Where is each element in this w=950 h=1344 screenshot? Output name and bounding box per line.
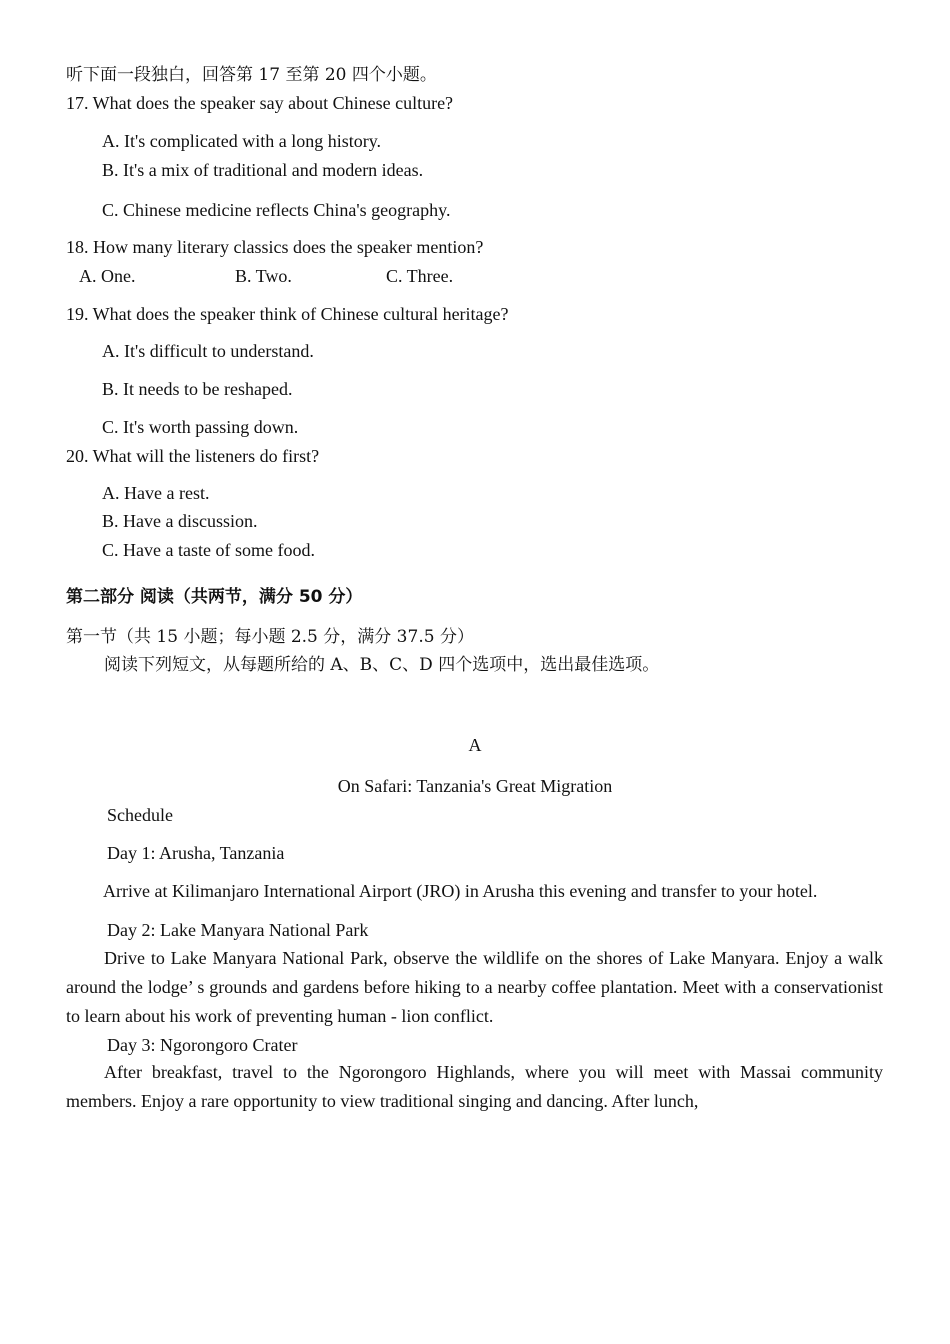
day2-text: Drive to Lake Manyara National Park, observe the wildlife on the shores of Lake Manyara. Enjoy a walk around the lodge’ s grounds and gardens before hiking to a nearby coffee plantation. Meet with a conservationist to learn about his work of preventing human - lion conflict. <box>66 948 883 1026</box>
question-17: 17. What does the speaker say about Chinese culture? <box>66 93 454 113</box>
q17-option-b: B. It's a mix of traditional and modern ideas. <box>102 160 424 180</box>
listening-instruction: 听下面一段独白，回答第 17 至第 20 四个小题。 <box>66 65 437 85</box>
question-20: 20. What will the listeners do first? <box>66 446 320 466</box>
day3-heading: Day 3: Ngorongoro Crater <box>107 1035 298 1055</box>
day2-heading: Day 2: Lake Manyara National Park <box>107 920 369 940</box>
question-18: 18. How many literary classics does the speaker mention? <box>66 237 484 257</box>
q20-option-b: B. Have a discussion. <box>102 511 258 531</box>
reading-part-title: 第二部分 阅读（共两节，满分 50 分） <box>66 587 363 607</box>
q19-option-b: B. It needs to be reshaped. <box>102 379 293 399</box>
q18-option-a: A. One. <box>79 266 136 286</box>
q17-option-c: C. Chinese medicine reflects China's geography. <box>102 200 451 220</box>
reading-instruction: 阅读下列短文，从每题所给的 A、B、C、D 四个选项中，选出最佳选项。 <box>104 655 660 675</box>
q20-option-a: A. Have a rest. <box>102 483 210 503</box>
q20-option-c: C. Have a taste of some food. <box>102 540 315 560</box>
day1-heading: Day 1: Arusha, Tanzania <box>107 843 285 863</box>
q17-option-a: A. It's complicated with a long history. <box>102 131 382 151</box>
q19-option-c: C. It's worth passing down. <box>102 417 299 437</box>
q19-option-a: A. It's difficult to understand. <box>102 341 314 361</box>
reading-section-title: 第一节（共 15 小题；每小题 2.5 分，满分 37.5 分） <box>66 627 474 647</box>
passage-letter: A <box>468 735 482 755</box>
q18-option-b: B. Two. <box>235 266 292 286</box>
schedule-heading: Schedule <box>107 805 173 825</box>
day1-text: Arrive at Kilimanjaro International Airport (JRO) in Arusha this evening and transfer to your hotel. <box>103 881 818 901</box>
day3-text: After breakfast, travel to the Ngorongoro Highlands, where you will meet with Massai community members. Enjoy a rare opportunity to view traditional singing and dancing. After lunch, <box>66 1062 883 1111</box>
q18-option-c: C. Three. <box>386 266 454 286</box>
passage-title: On Safari: Tanzania's Great Migration <box>337 776 613 796</box>
question-19: 19. What does the speaker think of Chinese cultural heritage? <box>66 304 509 324</box>
